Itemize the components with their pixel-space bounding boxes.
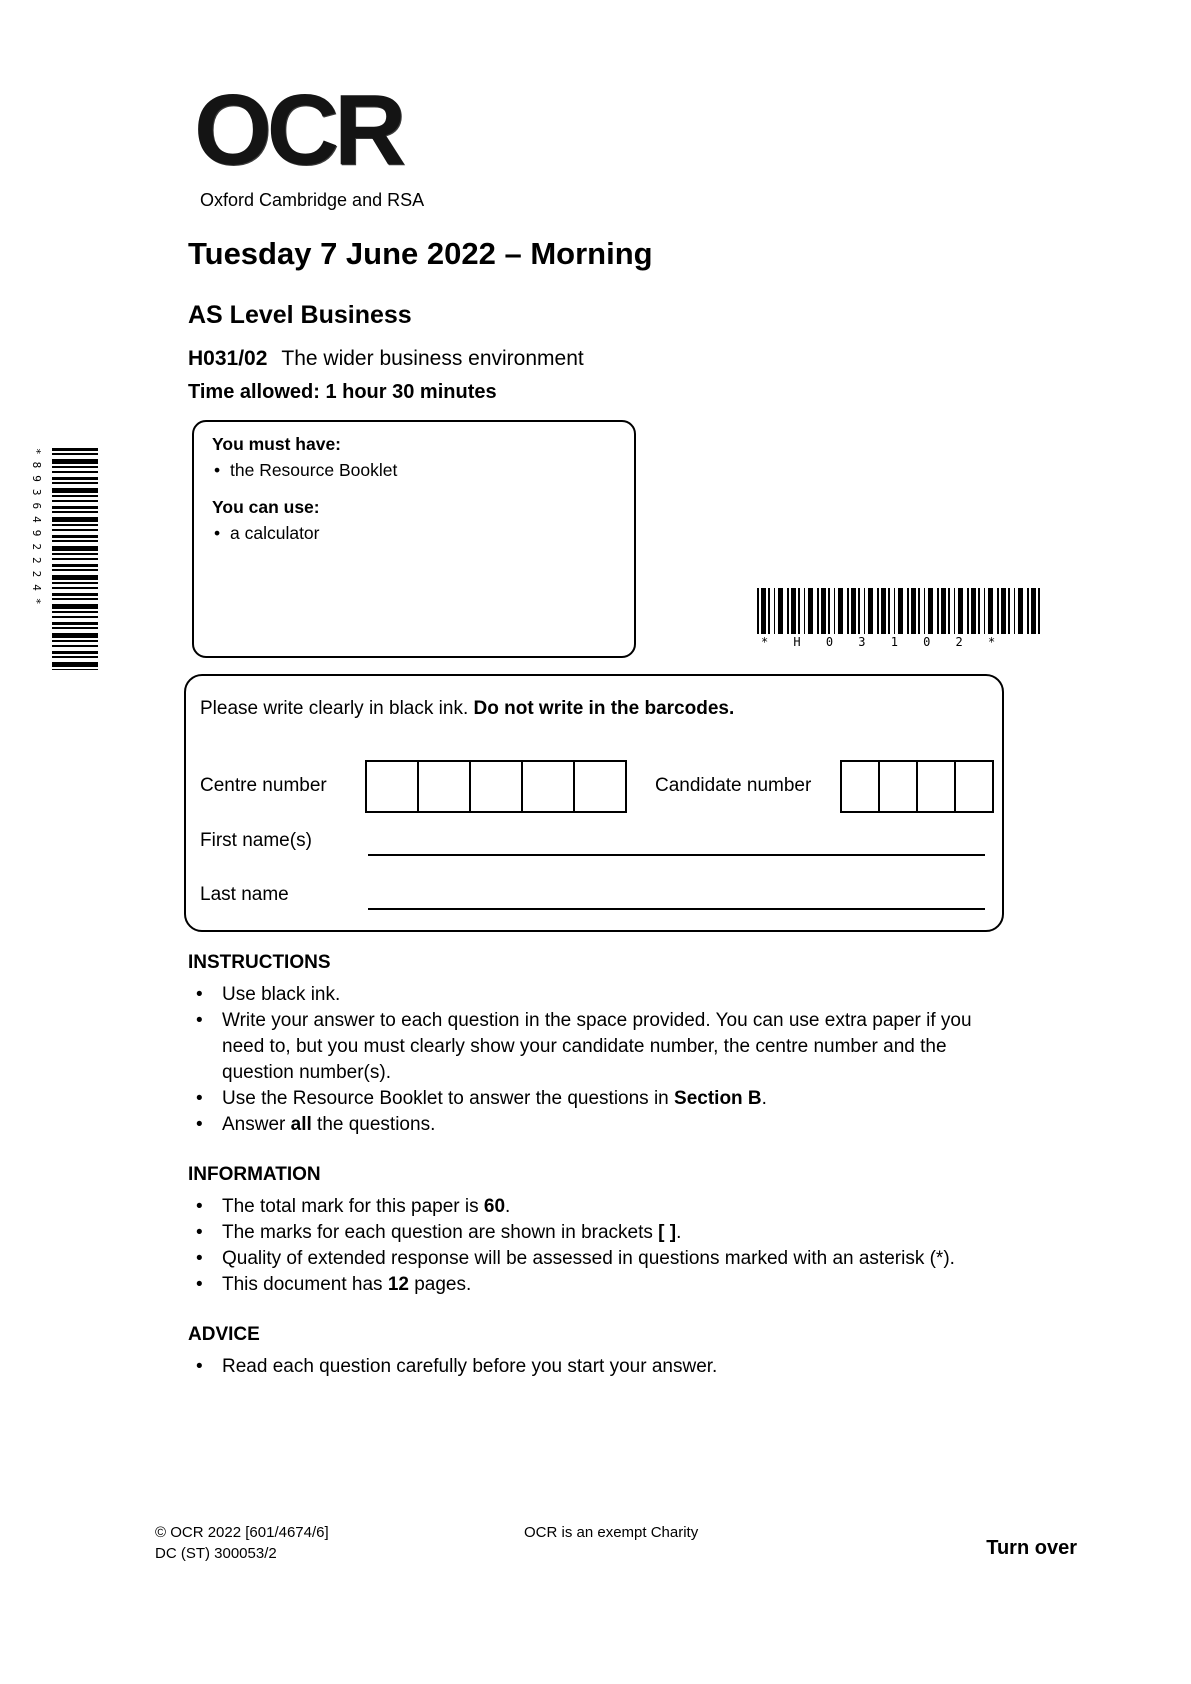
candidate-number-cell[interactable] (916, 760, 956, 813)
information-item: • Quality of extended response will be assessed in questions marked with an asterisk (*). (188, 1246, 986, 1272)
ocr-logo: OCR (194, 74, 402, 186)
notes-sections (188, 950, 1000, 1380)
centre-number-cell[interactable] (521, 760, 575, 813)
ocr-tagline: Oxford Cambridge and RSA (200, 190, 425, 210)
advice-heading: ADVICE (188, 1324, 260, 1345)
doc-code-line: DC (ST) 300053/2 (155, 1545, 277, 1562)
time-allowed: Time allowed: 1 hour 30 minutes (188, 381, 497, 403)
instructions-item: • Answer all the questions. (188, 1112, 986, 1138)
paper-code: H031/02 (188, 347, 268, 370)
candidate-number-cell[interactable] (878, 760, 918, 813)
paper-barcode-group (757, 588, 1040, 649)
candidate-number-label: Candidate number (655, 775, 812, 796)
must-have-item: • the Resource Booklet (212, 460, 616, 481)
advice-list (188, 1354, 986, 1380)
charity-note: OCR is an exempt Charity (524, 1524, 699, 1541)
turn-over-label: Turn over (986, 1537, 1077, 1559)
footer-left (155, 1522, 329, 1564)
centre-number-cells (365, 760, 627, 813)
paper-barcode-text: *H03102* (761, 635, 1021, 649)
first-name-label: First name(s) (200, 830, 312, 851)
centre-number-cell[interactable] (469, 760, 523, 813)
ink-notice-bold: Do not write in the barcodes. (473, 698, 735, 719)
first-name-line[interactable] (368, 854, 985, 856)
paper-name: The wider business environment (281, 347, 584, 370)
page-title: Tuesday 7 June 2022 – Morning (188, 236, 653, 271)
ink-notice (200, 698, 734, 720)
copyright-line: © OCR 2022 [601/4674/6] (155, 1524, 329, 1541)
information-item: • The total mark for this paper is 60. (188, 1194, 986, 1220)
centre-number-label: Centre number (200, 775, 327, 796)
candidate-barcode (52, 448, 98, 670)
exam-level: AS Level Business (188, 301, 412, 329)
last-name-label: Last name (200, 884, 289, 905)
centre-number-cell[interactable] (573, 760, 627, 813)
paper-barcode (757, 588, 1040, 634)
instructions-list (188, 982, 986, 1138)
can-use-item: • a calculator (212, 523, 616, 544)
information-list (188, 1194, 986, 1298)
instructions-item: • Write your answer to each question in the space provided. You can use extra paper if you need to, but you must clearly show your candidate number, the centre number and the question number(s). (188, 1008, 986, 1086)
candidate-number-cell[interactable] (840, 760, 880, 813)
can-use-label: You can use: (212, 497, 320, 517)
instructions-item: • Use the Resource Booklet to answer the questions in Section B. (188, 1086, 986, 1112)
advice-item: • Read each question carefully before you start your answer. (188, 1354, 986, 1380)
information-heading: INFORMATION (188, 1164, 321, 1185)
last-name-line[interactable] (368, 908, 985, 910)
centre-number-cell[interactable] (417, 760, 471, 813)
paper-line (188, 347, 584, 371)
candidate-number-cell[interactable] (954, 760, 994, 813)
information-item: • This document has 12 pages. (188, 1272, 986, 1298)
centre-number-cell[interactable] (365, 760, 419, 813)
requirements-box (192, 420, 636, 658)
information-item: • The marks for each question are shown in brackets [ ]. (188, 1220, 986, 1246)
candidate-number-cells (840, 760, 994, 813)
instructions-heading: INSTRUCTIONS (188, 952, 331, 973)
must-have-label: You must have: (212, 434, 342, 454)
candidate-barcode-text: *8936492224* (30, 448, 43, 612)
instructions-item: • Use black ink. (188, 982, 986, 1008)
ink-notice-normal: Please write clearly in black ink. (200, 698, 474, 719)
